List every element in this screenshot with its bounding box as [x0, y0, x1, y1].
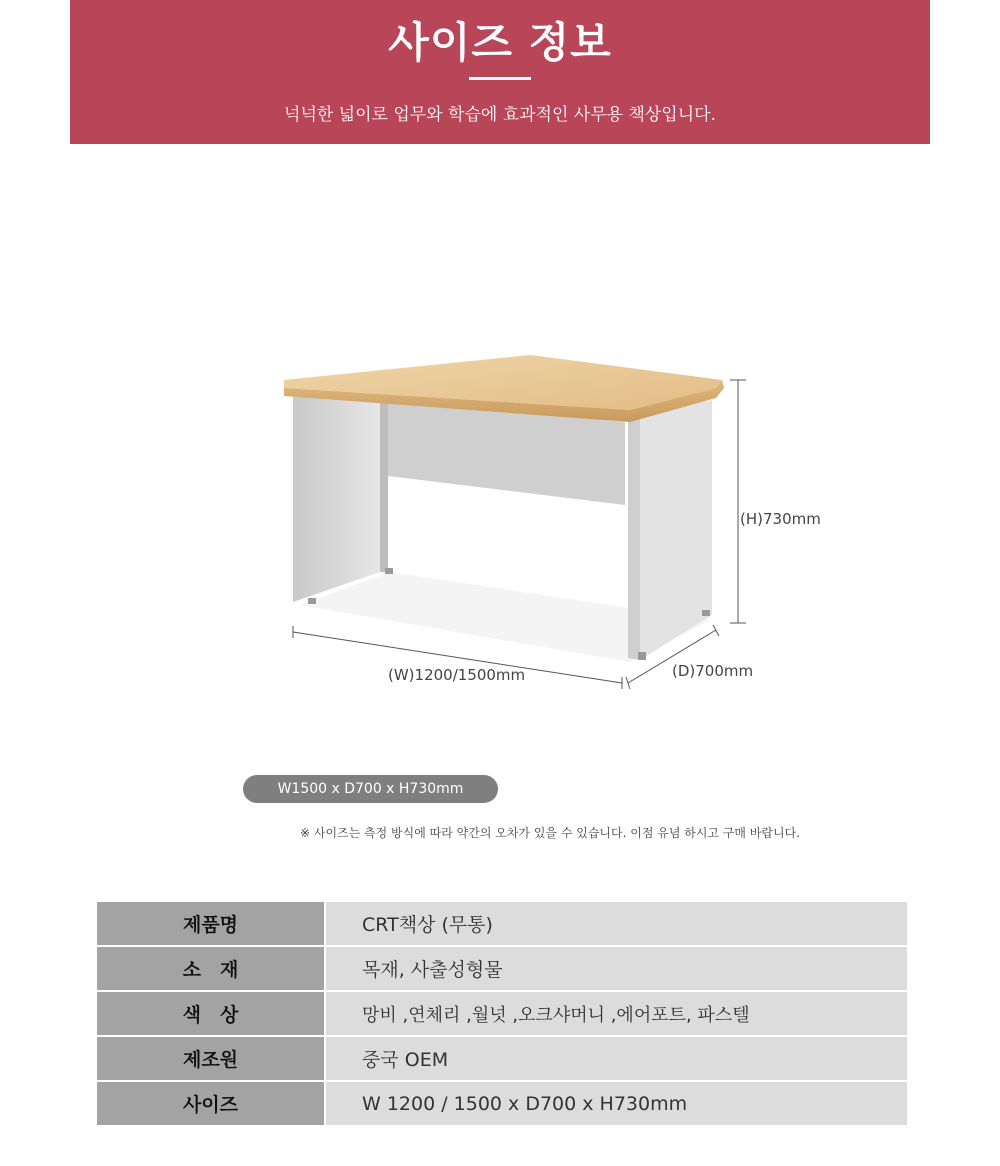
- depth-dimension-label: (D)700mm: [672, 662, 754, 680]
- spec-value: CRT책상 (무통): [326, 902, 907, 945]
- right-panel-front: [628, 415, 640, 660]
- desk-illustration: [230, 340, 850, 720]
- height-dimension-label: (H)730mm: [740, 510, 821, 528]
- title-divider: [469, 77, 531, 80]
- spec-label: 제품명: [97, 902, 324, 945]
- page-subtitle: 넉넉한 넓이로 업무와 학습에 효과적인 사무용 책상입니다.: [284, 105, 716, 125]
- size-badge: W1500 x D700 x H730mm: [243, 775, 498, 803]
- spec-row-material: [97, 947, 907, 990]
- page-title: 사이즈 정보: [388, 18, 612, 67]
- header-banner: [70, 0, 930, 144]
- spec-row-color: [97, 992, 907, 1035]
- spec-value: 목재, 사출성형물: [326, 947, 907, 990]
- spec-value: W 1200 / 1500 x D700 x H730mm: [326, 1082, 907, 1125]
- spec-table: [97, 902, 907, 1127]
- spec-label: 사이즈: [97, 1082, 324, 1125]
- spec-row-size: [97, 1082, 907, 1125]
- spec-row-product-name: [97, 902, 907, 945]
- left-panel: [293, 392, 380, 602]
- spec-value: 망비 ,연체리 ,월넛 ,오크샤머니 ,에어포트, 파스텔: [326, 992, 907, 1035]
- spec-row-manufacturer: [97, 1037, 907, 1080]
- left-panel-edge: [380, 398, 388, 572]
- spec-label: 제조원: [97, 1037, 324, 1080]
- spec-label: 소 재: [97, 947, 324, 990]
- spec-label: 색 상: [97, 992, 324, 1035]
- right-panel: [628, 400, 712, 660]
- width-dimension-label: (W)1200/1500mm: [388, 666, 526, 684]
- size-notice: ※ 사이즈는 측정 방식에 따라 약간의 오차가 있을 수 있습니다. 이점 유념 하시고 구매 바랍니다.: [300, 826, 800, 840]
- desk-drawing: [230, 340, 850, 720]
- spec-value: 중국 OEM: [326, 1037, 907, 1080]
